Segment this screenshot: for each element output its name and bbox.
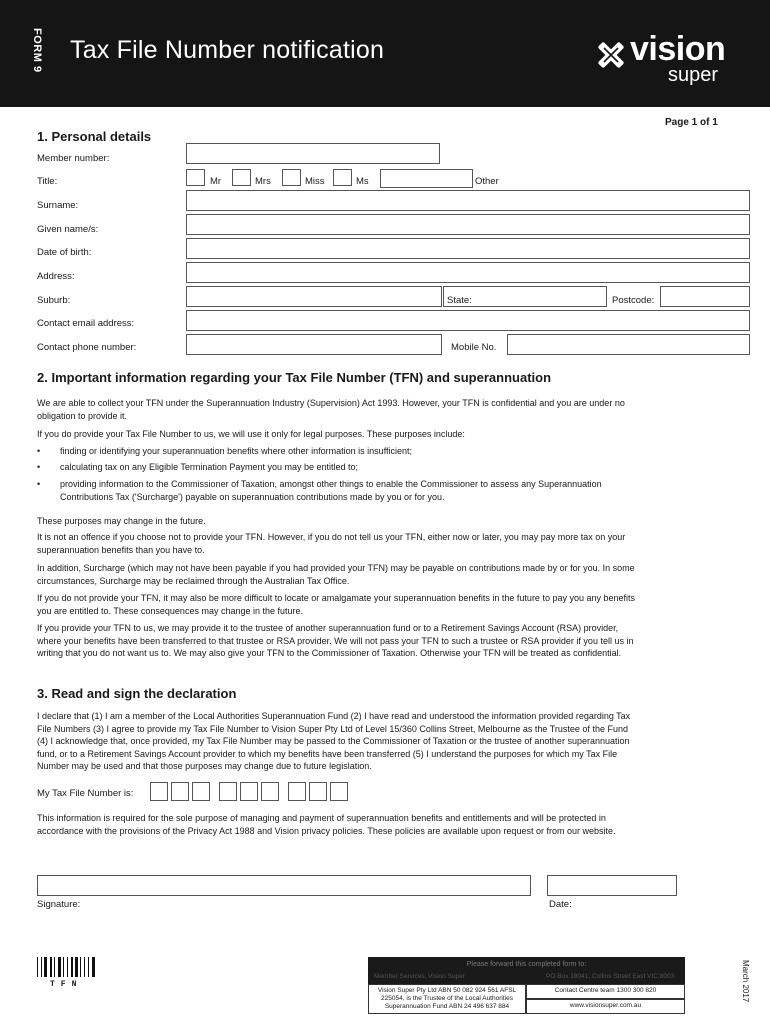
logo-mark-icon: [594, 38, 628, 72]
address-label: Address:: [37, 271, 75, 282]
title-mrs-label: Mrs: [255, 176, 271, 187]
postcode-label: Postcode:: [612, 295, 655, 306]
return-address-left: Member Services, Vision Super: [374, 973, 465, 980]
tfn-digit-8[interactable]: [309, 782, 327, 801]
bullet-text: finding or identifying your superannuation benefits where other information is insufficient;: [60, 446, 413, 456]
signature-label: Signature:: [37, 899, 81, 910]
revision-date: March 2017: [741, 960, 750, 1003]
email-label: Contact email address:: [37, 318, 135, 329]
state-label: State:: [447, 295, 472, 306]
barcode-bar: [50, 957, 52, 977]
date-field[interactable]: [547, 875, 677, 896]
footer-info-box: [368, 957, 685, 1014]
barcode-bar: [37, 957, 38, 977]
title-mrs-checkbox[interactable]: [232, 169, 251, 186]
tfn-digit-5[interactable]: [240, 782, 258, 801]
surname-label: Surname:: [37, 200, 79, 211]
bullet-text: calculating tax on any Eligible Termination Payment you may be entitled to;: [60, 462, 359, 472]
barcode-bar: [88, 957, 89, 977]
logo-sub: super: [668, 64, 719, 86]
bullet-text: providing information to the Commissioner of Taxation, amongst other things to enable the Commissioner to assess any Superannuation Contributions Tax ('Surcharge') payable on superannuation contributions made by you or for you.: [60, 479, 602, 502]
barcode-bar: [58, 957, 61, 977]
phone-field[interactable]: [186, 334, 442, 355]
section1-heading: 1. Personal details: [37, 129, 152, 144]
section2-para-4: It is not an offence if you choose not to provide your TFN. However, if you do not tell us your TFN, either now or later, you may pay more tax on your superannuation benefits than you have to.: [37, 532, 626, 555]
tfn-digit-9[interactable]: [330, 782, 348, 801]
return-instruction: Please forward this completed form to:: [466, 961, 587, 968]
section2-para-6: If you do not provide your TFN, it may also be more difficult to locate or amalgamate your superannuation benefits in the future to pay you any benefits you are entitled to. These consequences may change in the future.: [37, 593, 636, 616]
address-field[interactable]: [186, 262, 750, 283]
member-number-label: Member number:: [37, 153, 110, 164]
tfn-label: My Tax File Number is:: [37, 788, 134, 799]
title-mr-checkbox[interactable]: [186, 169, 205, 186]
barcode-bar: [71, 957, 73, 977]
title-ms-label: Ms: [356, 176, 369, 187]
title-label: Title:: [37, 176, 58, 187]
title-other-label: Other: [475, 176, 499, 187]
tfn-digit-4[interactable]: [219, 782, 237, 801]
barcode-bar: [80, 957, 81, 977]
form-number-tag: FORM 9: [31, 28, 43, 73]
member-number-field[interactable]: [186, 143, 440, 164]
company-details: Vision Super Pty Ltd ABN 50 082 924 561 AFSL 225054, is the Trustee of the Local Authorities Superannuation Fund ABN 24 496 637 884: [368, 984, 526, 1014]
barcode-bar: [92, 957, 95, 977]
mobile-label: Mobile No.: [451, 342, 497, 353]
tfn-digit-1[interactable]: [150, 782, 168, 801]
section3-heading: 3. Read and sign the declaration: [37, 686, 237, 701]
section2-para-3: These purposes may change in the future.: [37, 516, 206, 526]
barcode-bar: [67, 957, 68, 977]
dob-field[interactable]: [186, 238, 750, 259]
dob-label: Date of birth:: [37, 247, 92, 258]
title-ms-checkbox[interactable]: [333, 169, 352, 186]
form-header: [0, 0, 770, 107]
declaration-text: I declare that (1) I am a member of the Local Authorities Superannuation Fund (2) I have read and understood the information provided regarding Tax File Numbers (3) I agree to provide my Tax File Number to Vision Super Pty Ltd of Level 15/360 Collins Street, Melbourne as the Trustee of the Fund (4) I acknowledge that, once provided, my Tax File Number may be passed to the Commissioner of Taxation or the trustee of another superannuation fund, or to a Retirement Savings Account provider to which my benefits have been transferred (5) I understand the purposes for which my Tax File Number may be used and that those purposes may change due to future legislation.: [37, 711, 631, 771]
surname-field[interactable]: [186, 190, 750, 211]
tfn-digit-2[interactable]: [171, 782, 189, 801]
section2-para-1: We are able to collect your TFN under the Superannuation Industry (Supervision) Act 1993. However, your TFN is confidential and you are under no obligation to provide it.: [37, 398, 625, 421]
title-miss-checkbox[interactable]: [282, 169, 301, 186]
privacy-text: This information is required for the sole purpose of managing and payment of superannuation benefits and entitlements and will be protected in accordance with the provisions of the Privacy Act 1988 and Vision privacy policies. These policies are available upon request or from our website.: [37, 813, 616, 836]
signature-field[interactable]: [37, 875, 531, 896]
suburb-label: Suburb:: [37, 295, 71, 306]
page-title: Tax File Number notification: [70, 36, 385, 64]
barcode: [37, 957, 102, 977]
email-field[interactable]: [186, 310, 750, 331]
mobile-field[interactable]: [507, 334, 750, 355]
bullet-icon: •: [37, 462, 41, 472]
bullet-icon: •: [37, 446, 41, 456]
suburb-field[interactable]: [186, 286, 442, 307]
given-names-label: Given name/s:: [37, 224, 99, 235]
barcode-text: TFN: [50, 980, 83, 989]
tfn-digit-3[interactable]: [192, 782, 210, 801]
barcode-bar: [75, 957, 78, 977]
website-link[interactable]: www.visionsuper.com.au: [526, 999, 685, 1014]
tfn-digit-7[interactable]: [288, 782, 306, 801]
title-other-field[interactable]: [380, 169, 473, 188]
bullet-icon: •: [37, 479, 41, 489]
title-miss-label: Miss: [305, 176, 325, 187]
page-number: Page 1 of 1: [665, 117, 718, 128]
phone-label: Contact phone number:: [37, 342, 137, 353]
section2-para-2: If you do provide your Tax File Number to us, we will use it only for legal purposes. These purposes include:: [37, 429, 465, 439]
tfn-digit-6[interactable]: [261, 782, 279, 801]
barcode-bar: [63, 957, 64, 977]
barcode-bar: [54, 957, 55, 977]
vision-super-logo: [594, 30, 744, 96]
barcode-bar: [44, 957, 47, 977]
date-label: Date:: [549, 899, 572, 910]
title-mr-label: Mr: [210, 176, 222, 187]
given-names-field[interactable]: [186, 214, 750, 235]
section2-para-5: In addition, Surcharge (which may not have been payable if you had provided your TFN) may be payable on contributions made by or for you. In some circumstances, Surcharge may be reclaimed through the Australian Tax Office.: [37, 563, 635, 586]
return-address-bar: [368, 957, 685, 984]
return-address-right: PO Box 18041, Collins Street East VIC 8003: [546, 973, 675, 980]
contact-centre: Contact Centre team 1300 300 820: [526, 984, 685, 999]
section2-heading: 2. Important information regarding your Tax File Number (TFN) and superannuation: [37, 370, 552, 385]
logo-word: vision: [630, 30, 726, 68]
section2-para-7: If you provide your TFN to us, we may provide it to the trustee of another superannuation fund or to a Retirement Savings Account (RSA) provider, where your benefits have been transferred to that trustee or RSA provider. We will not pass your TFN to such a trustee or RSA provider if you tell us in writing that you do not want us to. We may also give your TFN to the Commissioner of Taxation. Otherwise your TFN will be treated as confidential.: [37, 623, 634, 658]
barcode-bar: [84, 957, 85, 977]
postcode-field[interactable]: [660, 286, 750, 307]
barcode-bar: [41, 957, 42, 977]
